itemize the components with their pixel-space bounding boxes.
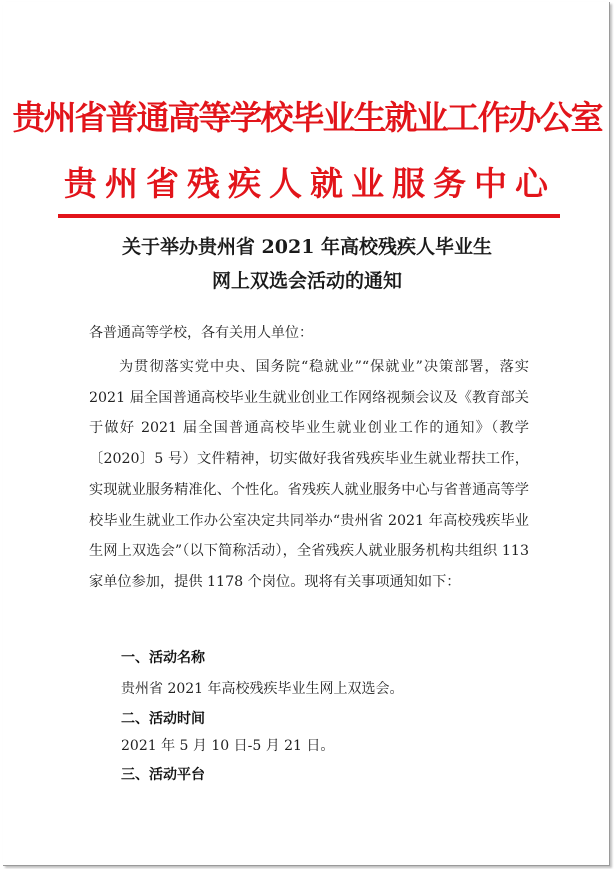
section-heading-activity-time: 二、活动时间 (121, 711, 205, 727)
issuer-header-line-1: 贵州省普通高等学校毕业生就业工作办公室 (12, 98, 602, 137)
section-body-activity-time: 2021 年 5 月 10 日-5 月 21 日。 (121, 738, 335, 754)
document-title-line-1: 关于举办贵州省 2021 年高校残疾人毕业生 (121, 236, 493, 258)
body-paragraph: 为贯彻落实党中央、国务院“稳就业”“保就业”决策部署，落实 2021 届全国普通高校毕业生就业创业工作网络视频会议及《教育部关于做好 2021 届全国普通高校毕业生就业创业工作的通知》（教学〔2020〕5 号）文件精神，切实做好我省残疾毕业生就业帮扶工作，实现就业服务精准化、个性化。省残疾人就业服务中心与省普通高等学校毕业生就业工作办公室决定共同举办“贵州省 2021 年高校残疾毕业生网上双选会”（以下简称活动），全省残疾人就业服务机构共组织 113 家单位参加，提供 1178 个岗位。现将有关事项通知如下： (89, 359, 529, 590)
document-title-line-2: 网上双选会活动的通知 (211, 270, 402, 292)
issuer-header-line-2: 贵州省残疾人就业服务中心 (64, 164, 556, 203)
red-header-rule (58, 214, 560, 218)
section-heading-activity-platform: 三、活动平台 (121, 767, 205, 783)
section-body-activity-name: 贵州省 2021 年高校残疾毕业生网上双选会。 (121, 681, 404, 697)
salutation: 各普通高等学校，各有关用人单位： (89, 325, 313, 341)
section-heading-activity-name: 一、活动名称 (121, 650, 205, 666)
